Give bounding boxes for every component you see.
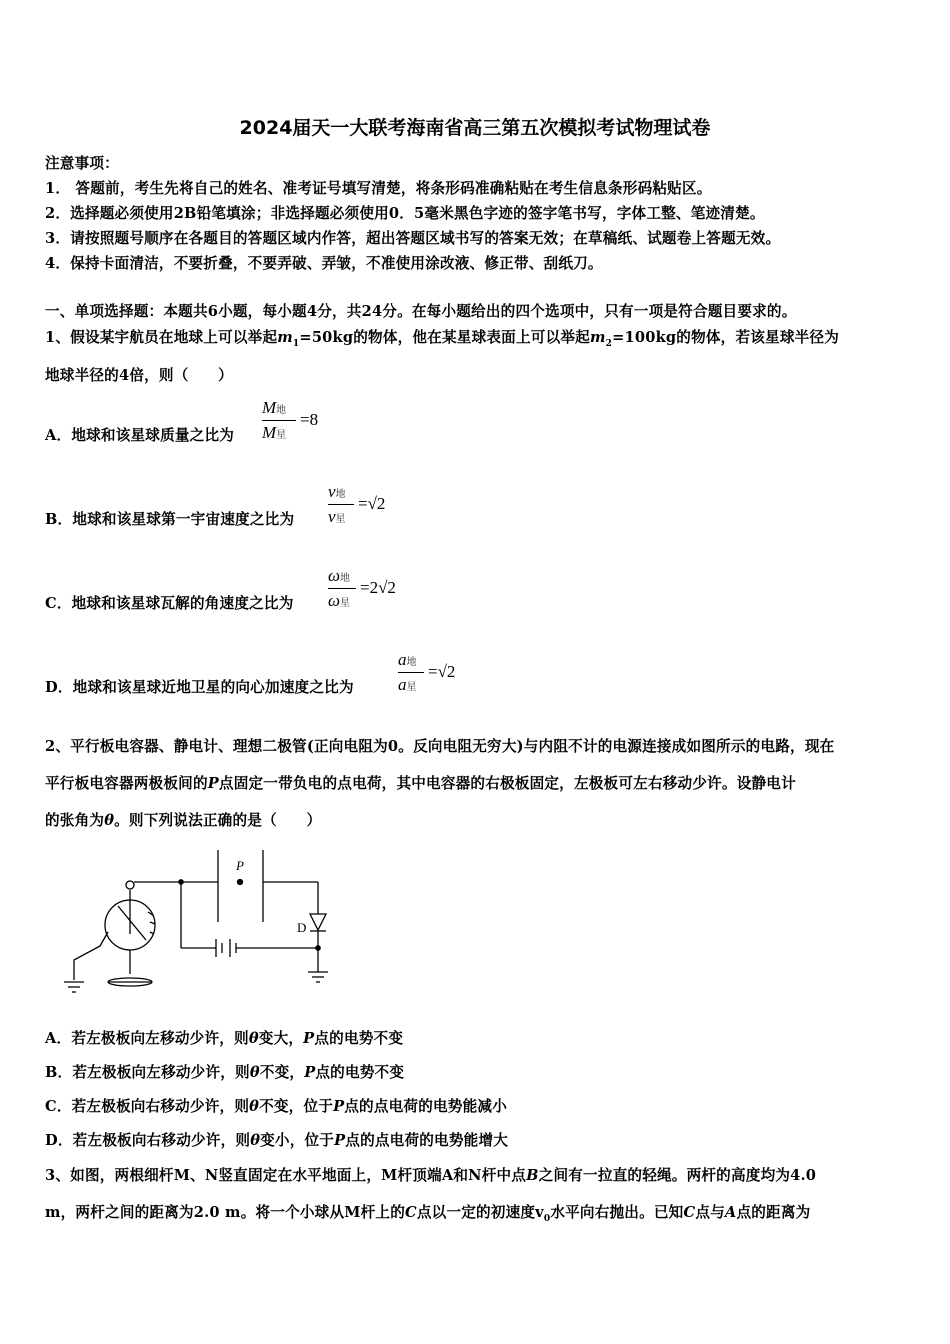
page-title: 2024届天一大联考海南省高三第五次模拟考试物理试卷 bbox=[239, 117, 711, 139]
notice-item-3: 3．请按照题号顺序在各题目的答题区域内作答，超出答题区域书写的答案无效；在草稿纸、试题卷上答题无效。 bbox=[45, 230, 781, 247]
circuit-diagram bbox=[60, 842, 350, 1004]
section-heading: 一、单项选择题：本题共6小题，每小题4分，共24分。在每小题给出的四个选项中，只有一项是符合题目要求的。 bbox=[45, 303, 797, 320]
q2-stem-line3: 的张角为θ。则下列说法正确的是（ ） bbox=[45, 812, 322, 829]
q2-stem-line1: 2、平行板电容器、静电计、理想二极管(正向电阻为0。反向电阻无穷大)与内阻不计的电源连接成如图所示的电路，现在 bbox=[45, 738, 835, 755]
q1-stem-line2: 地球半径的4倍，则（ ） bbox=[45, 367, 233, 384]
q2-stem-line2: 平行板电容器两极板间的P点固定一带负电的点电荷，其中电容器的右极板固定，左极板可左右移动少许。设静电计 bbox=[45, 775, 796, 792]
figure-label-p: P bbox=[236, 858, 244, 873]
q1-option-a[interactable]: A．地球和该星球质量之比为 bbox=[45, 427, 235, 444]
q3-stem-line1: 3、如图，两根细杆M、N竖直固定在水平地面上，M杆顶端A和N杆中点B之间有一拉直的轻绳。两杆的高度均为4.0 bbox=[45, 1167, 817, 1184]
q2-option-c[interactable]: C．若左极板向右移动少许，则θ不变，位于P点的点电荷的电势能减小 bbox=[45, 1098, 507, 1115]
q1-option-d[interactable]: D．地球和该星球近地卫星的向心加速度之比为 bbox=[45, 679, 354, 696]
figure-label-d: D bbox=[297, 920, 307, 935]
notice-heading: 注意事项： bbox=[45, 155, 119, 172]
q3-stem-line2: m，两杆之间的距离为2.0 m。将一个小球从M杆上的C点以一定的初速度$v_0$水平向右抛出。已知C点与A点的距离为 bbox=[45, 1204, 811, 1224]
q2-option-d[interactable]: D．若左极板向右移动少许，则θ变小，位于P点的点电荷的电势能增大 bbox=[45, 1132, 509, 1149]
q1-option-b[interactable]: B．地球和该星球第一宇宙速度之比为 bbox=[45, 511, 295, 528]
q1-stem-line1: 1、假设某宇航员在地球上可以举起$m_1=50kg$的物体，他在某星球表面上可以举起$m_2=100kg$的物体，若该星球半径为 bbox=[45, 329, 840, 349]
q2-option-a[interactable]: A．若左极板向左移动少许，则θ变大，P点的电势不变 bbox=[45, 1030, 404, 1047]
notice-item-4: 4．保持卡面清洁，不要折叠，不要弄破、弄皱，不准使用涂改液、修正带、刮纸刀。 bbox=[45, 255, 603, 272]
notice-item-2: 2．选择题必须使用2B铅笔填涂；非选择题必须使用0．5毫米黑色字迹的签字笔书写，字体工整、笔迹清楚。 bbox=[45, 205, 765, 222]
notice-item-1: 1． 答题前，考生先将自己的姓名、准考证号填写清楚，将条形码准确粘贴在考生信息条形码粘贴区。 bbox=[45, 180, 712, 197]
q1-option-c[interactable]: C．地球和该星球瓦解的角速度之比为 bbox=[45, 595, 294, 612]
q2-option-b[interactable]: B．若左极板向左移动少许，则θ不变，P点的电势不变 bbox=[45, 1064, 405, 1081]
